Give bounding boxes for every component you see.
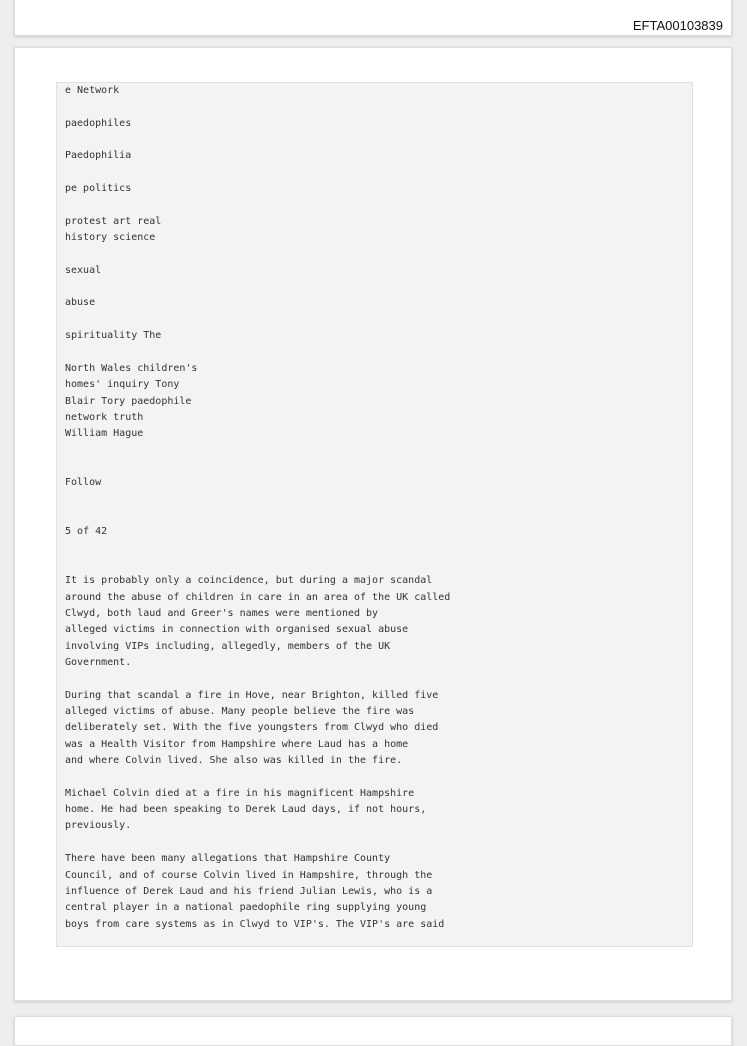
document-text: e Network paedophiles Paedophilia pe politics protest art real history science sexual abuse spirituality The North Wales children's homes' inquiry Tony Blair Tory paedophile network truth William Hague Follow 5 of 42 It is probably only a coincidence, but during a major scandal around the abuse of children in care in an area of the UK called Clwyd, both laud and Greer's names were mentioned by alleged victims in connection with organised sexual abuse involving VIPs including, allegedly, members of the UK Government. During that scandal a fire in Hove, near Brighton, killed five alleged victims of abuse. Many people believe the fire was deliberately set. With the five youngsters from Clwyd who died was a Health Visitor from Hampshire where Laud has a home and where Colvin lived. She also was killed in the fire. Michael Colvin died at a fire in his magnificent Hampshire home. He had been speaking to Derek Laud days, if not hours, previously. There have been many allegations that Hampshire County Council, and of course Colvin lived in Hampshire, through the influence of Derek Laud and his friend Julian Lewis, who is a central player in a national paedophile ring supplying young boys from care systems as in Clwyd to VIP's. The VIP's are said xyxy=(65,85,451,930)
text-content-box xyxy=(56,82,693,947)
document-id-top: EFTA00103839 xyxy=(632,18,723,33)
document-page xyxy=(14,47,732,1001)
next-page xyxy=(14,1016,732,1046)
previous-page xyxy=(14,0,732,36)
